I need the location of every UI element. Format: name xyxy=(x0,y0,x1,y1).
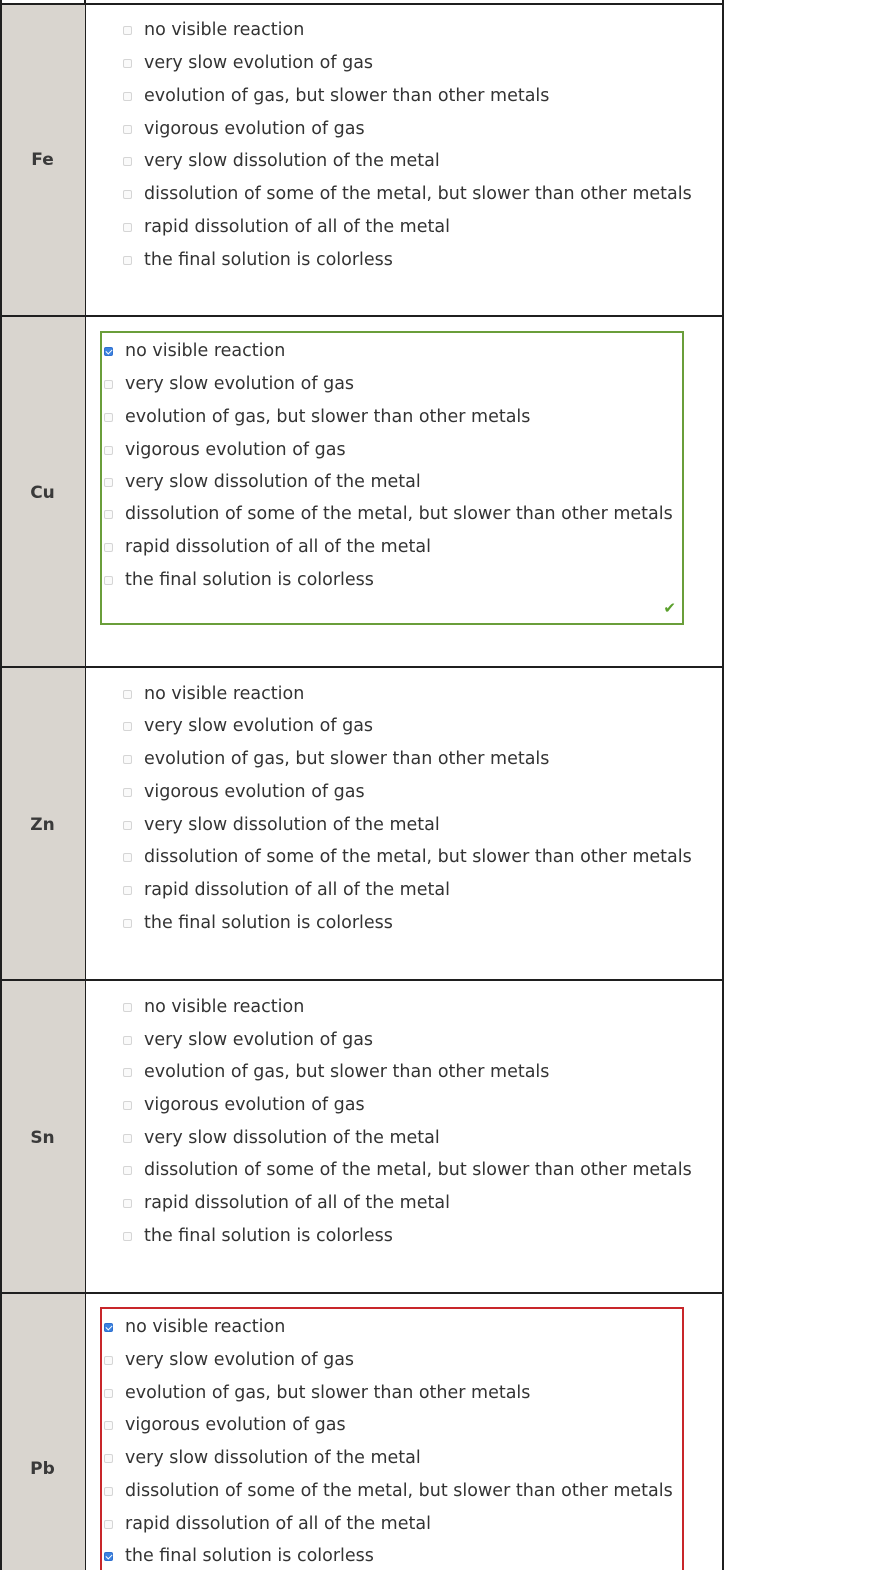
metal-label: Zn xyxy=(30,815,55,835)
option-checkbox[interactable] xyxy=(123,788,132,797)
option-label: dissolution of some of the metal, but slower than other metals xyxy=(125,1481,673,1501)
option-label: evolution of gas, but slower than other metals xyxy=(125,407,531,427)
option-label: very slow dissolution of the metal xyxy=(144,815,440,835)
option-label: very slow evolution of gas xyxy=(125,1350,355,1370)
option-label: no visible reaction xyxy=(144,997,305,1017)
option-label: dissolution of some of the metal, but slower than other metals xyxy=(144,184,692,204)
option-label: rapid dissolution of all of the metal xyxy=(144,880,450,900)
table-right-border xyxy=(722,0,724,1570)
row-divider xyxy=(0,666,724,668)
option-label: very slow evolution of gas xyxy=(144,716,374,736)
option-label: no visible reaction xyxy=(125,1317,286,1337)
row-divider xyxy=(0,3,724,5)
option-checkbox[interactable] xyxy=(123,1101,132,1110)
option-label: the final solution is colorless xyxy=(144,913,393,933)
option-checkbox[interactable] xyxy=(123,92,132,101)
option-checkbox[interactable] xyxy=(123,59,132,68)
option-checkbox[interactable] xyxy=(104,1520,113,1529)
option-label: dissolution of some of the metal, but slower than other metals xyxy=(144,847,692,867)
option-label: vigorous evolution of gas xyxy=(125,440,346,460)
option-label: the final solution is colorless xyxy=(144,250,393,270)
option-label: rapid dissolution of all of the metal xyxy=(144,217,450,237)
option-label: rapid dissolution of all of the metal xyxy=(125,537,431,557)
metal-label: Fe xyxy=(31,150,54,170)
option-label: vigorous evolution of gas xyxy=(125,1415,346,1435)
option-checkbox[interactable] xyxy=(123,755,132,764)
option-checkbox[interactable] xyxy=(123,1232,132,1241)
option-checkbox[interactable] xyxy=(123,1199,132,1208)
option-checkbox[interactable] xyxy=(104,510,113,519)
option-checkbox[interactable] xyxy=(123,190,132,199)
metal-label: Sn xyxy=(30,1128,55,1148)
row-divider xyxy=(0,315,724,317)
option-label: dissolution of some of the metal, but slower than other metals xyxy=(144,1160,692,1180)
option-label: very slow dissolution of the metal xyxy=(144,1128,440,1148)
metal-cell xyxy=(2,1294,85,1570)
option-label: vigorous evolution of gas xyxy=(144,782,365,802)
option-checkbox[interactable] xyxy=(104,576,113,585)
option-label: evolution of gas, but slower than other metals xyxy=(144,1062,550,1082)
option-checkbox[interactable] xyxy=(123,1068,132,1077)
option-checkbox[interactable] xyxy=(104,380,113,389)
option-checkbox[interactable] xyxy=(123,1166,132,1175)
option-checkbox[interactable] xyxy=(123,157,132,166)
option-checkbox[interactable] xyxy=(123,125,132,134)
option-checkbox[interactable] xyxy=(123,886,132,895)
option-checkbox[interactable] xyxy=(123,853,132,862)
option-label: no visible reaction xyxy=(125,341,286,361)
option-label: no visible reaction xyxy=(144,20,305,40)
check-icon: ✔ xyxy=(663,599,676,617)
option-label: evolution of gas, but slower than other metals xyxy=(144,86,550,106)
metal-label: Pb xyxy=(30,1459,55,1479)
metal-label: Cu xyxy=(30,483,55,503)
option-label: very slow dissolution of the metal xyxy=(125,472,421,492)
option-checkbox[interactable] xyxy=(104,1454,113,1463)
option-checkbox[interactable] xyxy=(104,413,113,422)
option-checkbox[interactable] xyxy=(123,919,132,928)
option-label: very slow dissolution of the metal xyxy=(125,1448,421,1468)
option-checkbox[interactable] xyxy=(104,1421,113,1430)
row-divider xyxy=(0,979,724,981)
option-checkbox[interactable] xyxy=(123,690,132,699)
option-label: dissolution of some of the metal, but slower than other metals xyxy=(125,504,673,524)
option-label: the final solution is colorless xyxy=(125,570,374,590)
option-checkbox[interactable] xyxy=(104,1356,113,1365)
option-label: very slow dissolution of the metal xyxy=(144,151,440,171)
option-checkbox[interactable] xyxy=(123,1134,132,1143)
option-label: vigorous evolution of gas xyxy=(144,119,365,139)
option-checkbox[interactable] xyxy=(123,821,132,830)
option-checkbox[interactable] xyxy=(104,543,113,552)
option-checkbox[interactable] xyxy=(123,1003,132,1012)
option-label: the final solution is colorless xyxy=(125,1546,374,1566)
option-label: very slow evolution of gas xyxy=(144,1030,374,1050)
option-checkbox-checked[interactable] xyxy=(104,1323,113,1332)
option-checkbox[interactable] xyxy=(104,478,113,487)
option-checkbox[interactable] xyxy=(123,1036,132,1045)
option-checkbox[interactable] xyxy=(104,1487,113,1496)
option-label: rapid dissolution of all of the metal xyxy=(125,1514,431,1534)
option-label: the final solution is colorless xyxy=(144,1226,393,1246)
option-checkbox[interactable] xyxy=(104,446,113,455)
option-checkbox-checked[interactable] xyxy=(104,347,113,356)
row-divider xyxy=(0,1292,724,1294)
option-label: very slow evolution of gas xyxy=(144,53,374,73)
option-label: evolution of gas, but slower than other metals xyxy=(125,1383,531,1403)
option-label: no visible reaction xyxy=(144,684,305,704)
option-label: evolution of gas, but slower than other metals xyxy=(144,749,550,769)
option-label: vigorous evolution of gas xyxy=(144,1095,365,1115)
option-checkbox[interactable] xyxy=(123,256,132,265)
option-checkbox[interactable] xyxy=(123,26,132,35)
option-checkbox[interactable] xyxy=(123,722,132,731)
option-checkbox-checked[interactable] xyxy=(104,1552,113,1561)
option-label: rapid dissolution of all of the metal xyxy=(144,1193,450,1213)
option-checkbox[interactable] xyxy=(123,223,132,232)
option-label: very slow evolution of gas xyxy=(125,374,355,394)
option-checkbox[interactable] xyxy=(104,1389,113,1398)
